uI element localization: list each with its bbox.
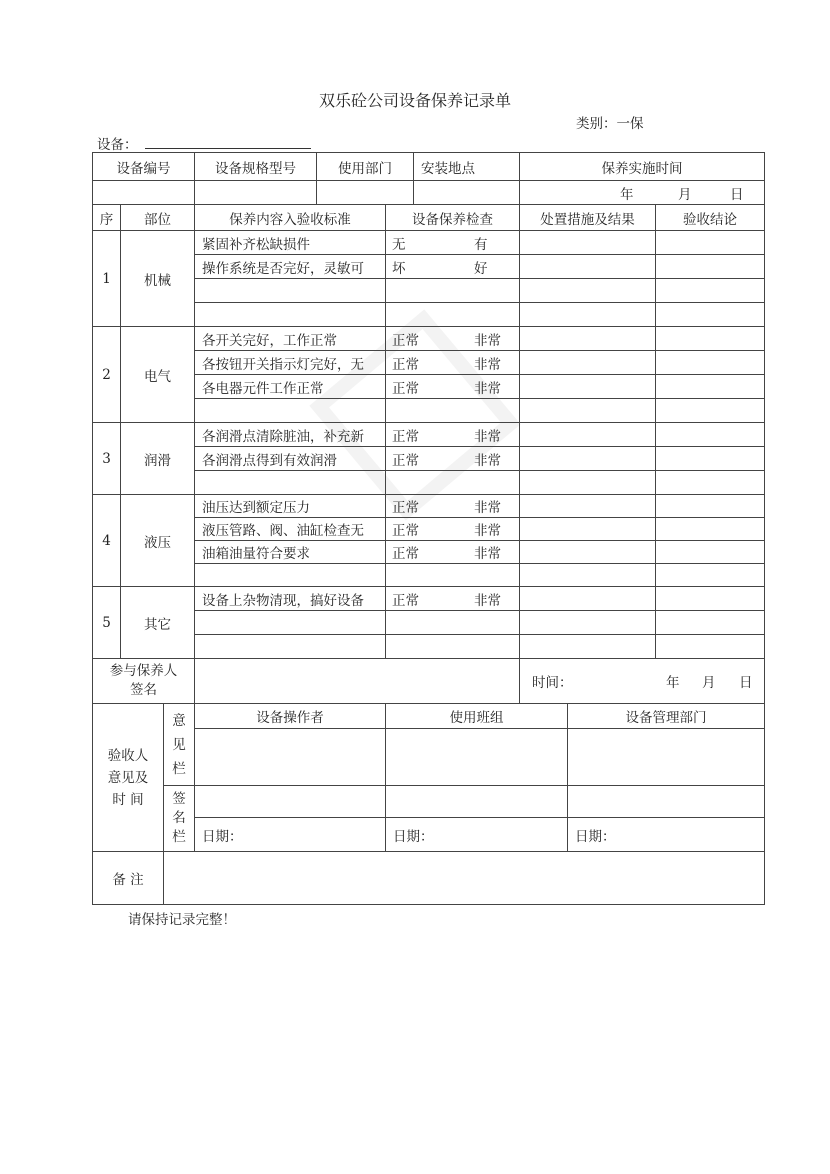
inspection-option-b: 非常 [474,500,501,516]
content-standard-cell: 操作系统是否完好，灵敏可 [194,254,386,279]
opinion-label-char: 栏 [172,760,186,777]
section-number: 4 [92,494,121,587]
measures-result-field[interactable] [519,230,656,255]
acceptance-conclusion-field[interactable] [655,634,765,659]
measures-result-field[interactable] [519,610,656,635]
acceptance-conclusion-field[interactable] [655,254,765,279]
inspection-option-a: 正常 [392,592,419,609]
inspection-cell[interactable] [385,586,520,611]
acceptance-label-line: 意见及 [107,769,149,786]
inspection-option-b: 非常 [474,356,501,373]
signature-column-label [163,785,195,852]
acceptance-conclusion-field[interactable] [655,563,765,587]
acceptance-conclusion-field[interactable] [655,517,765,541]
inspection-cell[interactable] [385,278,520,303]
section-number: 3 [92,422,121,495]
content-standard-cell: 紧固补齐松缺损件 [194,230,386,255]
equipment-number-field[interactable] [92,180,195,205]
month-label: 月 [702,675,716,691]
measures-result-field[interactable] [519,446,656,471]
operator-opinion-field[interactable] [194,728,386,786]
equipment-input-line[interactable] [145,148,311,149]
measures-result-field[interactable] [519,302,656,327]
header-maintenance-date: 保养实施时间 [519,152,765,181]
col-header-inspection: 设备保养检查 [385,204,520,231]
col-header-seq: 序 [92,204,121,231]
measures-result-field[interactable] [519,586,656,611]
content-standard-cell [194,563,386,587]
acceptance-col-operator: 设备操作者 [194,703,386,729]
header-location: 安装地点 [413,152,520,181]
content-standard-cell [194,302,386,327]
acceptance-conclusion-field[interactable] [655,374,765,399]
acceptance-conclusion-field[interactable] [655,586,765,611]
acceptance-label-line: 时 间 [112,791,144,808]
acceptance-conclusion-field[interactable] [655,230,765,255]
header-model: 设备规格型号 [194,152,317,181]
participants-label-1: 参与保养人 [109,663,178,679]
inspection-cell[interactable] [385,230,520,255]
management-dept-signature-field[interactable] [567,785,765,818]
section-number: 1 [92,230,121,327]
inspection-cell[interactable] [385,398,520,423]
measures-result-field[interactable] [519,470,656,495]
inspection-option-a: 正常 [392,452,419,469]
measures-result-field[interactable] [519,563,656,587]
content-standard-cell: 油箱油量符合要求 [194,540,386,564]
acceptance-conclusion-field[interactable] [655,398,765,423]
section-number: 2 [92,326,121,423]
content-standard-cell: 各按钮开关指示灯完好，无 [194,350,386,375]
team-opinion-field[interactable] [385,728,568,786]
opinion-column-label [163,703,195,786]
operator-date-field[interactable]: 日期： [194,817,386,852]
measures-result-field[interactable] [519,398,656,423]
department-field[interactable] [316,180,414,205]
measures-result-field[interactable] [519,350,656,375]
col-header-part: 部位 [120,204,195,231]
section-part: 润滑 [120,422,195,495]
category-label: 类别：一保 [576,116,644,132]
section-part: 电气 [120,326,195,423]
location-field[interactable] [413,180,520,205]
signature-label-char: 栏 [172,829,186,845]
acceptance-label-line: 验收人 [107,747,149,764]
day-label: 日 [730,186,744,203]
content-standard-cell [194,470,386,495]
participants-label-2: 签名 [130,682,157,698]
acceptance-conclusion-field[interactable] [655,494,765,518]
inspection-cell[interactable] [385,446,520,471]
content-standard-cell [194,398,386,423]
content-standard-cell [194,610,386,635]
section-part: 其它 [120,586,195,659]
inspection-option-b: 非常 [474,332,501,349]
acceptance-col-team: 使用班组 [385,703,568,729]
header-department: 使用部门 [316,152,414,181]
remarks-field[interactable] [163,851,765,905]
participants-label [92,658,195,704]
year-label: 年 [666,675,680,691]
acceptance-conclusion-field[interactable] [655,422,765,447]
signature-label-char: 签 [172,791,186,807]
inspection-cell[interactable] [385,563,520,587]
inspection-cell[interactable] [385,540,520,564]
content-standard-cell [194,634,386,659]
inspection-cell[interactable] [385,422,520,447]
acceptance-conclusion-field[interactable] [655,278,765,303]
measures-result-field[interactable] [519,422,656,447]
acceptance-conclusion-field[interactable] [655,610,765,635]
measures-result-field[interactable] [519,517,656,541]
measures-result-field[interactable] [519,494,656,518]
acceptance-conclusion-field[interactable] [655,446,765,471]
remarks-label: 备 注 [92,851,164,905]
section-number: 5 [92,586,121,659]
team-signature-field[interactable] [385,785,568,818]
inspection-option-a: 正常 [392,332,419,349]
inspection-option-b: 非常 [474,452,501,469]
time-label: 时间： [532,675,573,691]
opinion-label-char: 意 [172,712,186,729]
inspection-cell[interactable] [385,254,520,279]
day-label: 日 [739,675,753,691]
equipment-label: 设备： [97,137,138,153]
inspection-option-a: 正常 [392,356,419,373]
team-date-field[interactable]: 日期： [385,817,568,852]
measures-result-field[interactable] [519,254,656,279]
measures-result-field[interactable] [519,326,656,351]
inspection-option-b: 非常 [474,546,501,562]
model-field[interactable] [194,180,317,205]
acceptance-conclusion-field[interactable] [655,302,765,327]
inspection-option-a: 正常 [392,500,419,516]
operator-signature-field[interactable] [194,785,386,818]
content-standard-cell: 液压管路、阀、油缸检查无 [194,517,386,541]
measures-result-field[interactable] [519,634,656,659]
inspection-cell[interactable] [385,326,520,351]
inspection-cell[interactable] [385,374,520,399]
inspection-option-b: 非常 [474,428,501,445]
inspection-option-b: 非常 [474,592,501,609]
participants-signature-field[interactable] [194,658,520,704]
content-standard-cell: 油压达到额定压力 [194,494,386,518]
inspection-cell[interactable] [385,634,520,659]
acceptance-conclusion-field[interactable] [655,350,765,375]
measures-result-field[interactable] [519,374,656,399]
col-header-content-standard: 保养内容入验收标准 [194,204,386,231]
management-dept-opinion-field[interactable] [567,728,765,786]
col-header-acceptance-conclusion: 验收结论 [655,204,765,231]
inspection-option-a: 正常 [392,523,419,539]
inspection-option-b: 非常 [474,523,501,539]
header-equipment-number: 设备编号 [92,152,195,181]
year-label: 年 [620,186,634,203]
inspection-option-a: 正常 [392,428,419,445]
content-standard-cell: 各电器元件工作正常 [194,374,386,399]
inspection-cell[interactable] [385,350,520,375]
inspection-option-b: 好 [474,260,488,277]
maintenance-date-field[interactable] [519,180,765,205]
acceptance-conclusion-field[interactable] [655,540,765,564]
measures-result-field[interactable] [519,540,656,564]
content-standard-cell: 各润滑点得到有效润滑 [194,446,386,471]
content-standard-cell: 各开关完好，工作正常 [194,326,386,351]
inspection-cell[interactable] [385,302,520,327]
section-part: 液压 [120,494,195,587]
inspection-cell[interactable] [385,470,520,495]
inspection-cell[interactable] [385,494,520,518]
content-standard-cell: 各润滑点清除脏油，补充新 [194,422,386,447]
inspection-option-a: 无 [392,236,406,253]
footer-note: 请保持记录完整！ [128,912,236,928]
col-header-measures-result: 处置措施及结果 [519,204,656,231]
page-title: 双乐砼公司设备保养记录单 [318,91,511,110]
content-standard-cell [194,278,386,303]
inspection-option-b: 非常 [474,380,501,397]
inspection-option-a: 正常 [392,380,419,397]
signature-label-char: 名 [172,810,186,826]
participants-time-field[interactable] [519,658,765,704]
acceptance-label [92,703,164,852]
month-label: 月 [678,186,692,203]
acceptance-conclusion-field[interactable] [655,326,765,351]
inspection-option-a: 坏 [392,260,406,277]
opinion-label-char: 见 [172,736,186,753]
acceptance-conclusion-field[interactable] [655,470,765,495]
inspection-option-a: 正常 [392,546,419,562]
acceptance-col-management-dept: 设备管理部门 [567,703,765,729]
management-dept-date-field[interactable]: 日期： [567,817,765,852]
section-part: 机械 [120,230,195,327]
inspection-cell[interactable] [385,517,520,541]
content-standard-cell: 设备上杂物清现，搞好设备 [194,586,386,611]
inspection-cell[interactable] [385,610,520,635]
inspection-option-b: 有 [474,236,488,253]
measures-result-field[interactable] [519,278,656,303]
